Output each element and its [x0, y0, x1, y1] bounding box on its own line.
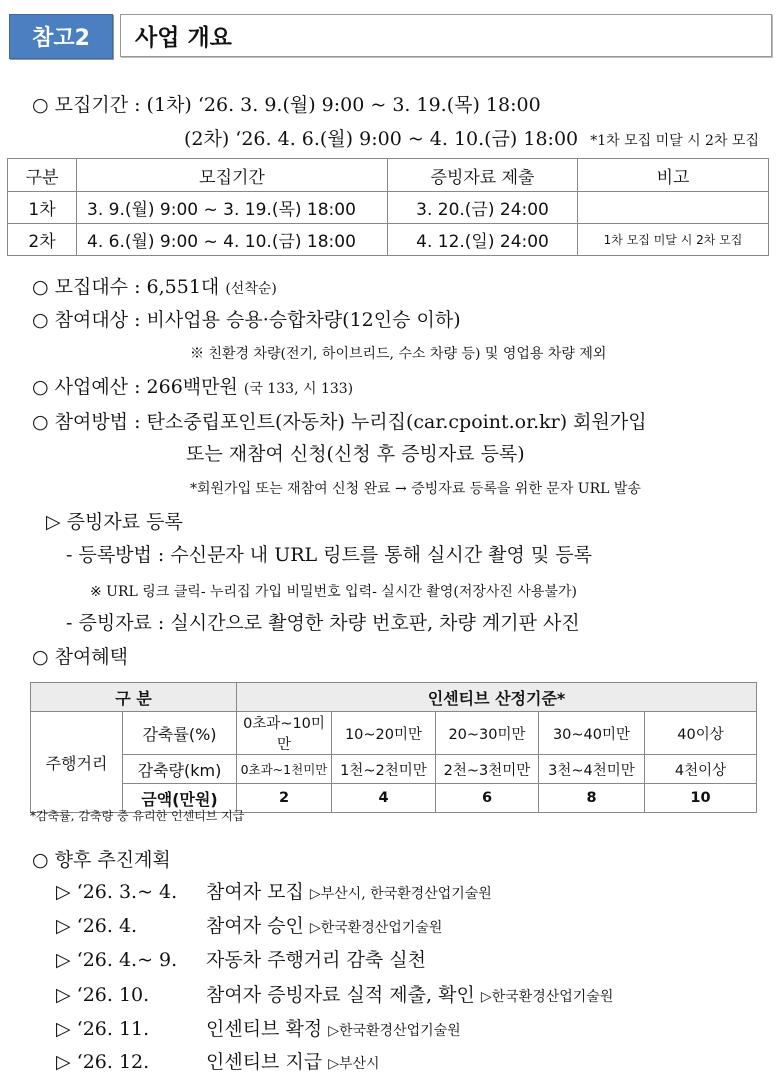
cell: 0초과~1천미만 — [237, 755, 332, 784]
table-header-row — [8, 159, 769, 192]
cell: 2천~3천미만 — [436, 755, 539, 784]
cell: 40이상 — [645, 712, 757, 755]
plan-date: ▷ ‘26. 12. — [56, 1051, 150, 1073]
header-cell: 모집기간 — [77, 159, 388, 192]
cell: 10~20미만 — [332, 712, 436, 755]
method-line1: 탄소중립포인트(자동차) 누리집(car.cpoint.or.kr) 회원가입 — [146, 411, 647, 433]
evidence-material: - 증빙자료 : 실시간으로 촬영한 차량 번호판, 차량 계기판 사진 — [66, 612, 580, 634]
target-value: 비사업용 승용·승합차량(12인승 이하) — [146, 309, 461, 331]
period-second: (2차) ‘26. 4. 6.(월) 9:00 ~ 4. 10.(금) 18:00 — [184, 128, 579, 150]
cell: 8 — [539, 784, 645, 813]
plan-task: 참여자 승인 — [206, 915, 304, 937]
plan-date: ▷ ‘26. 3.~ 4. — [56, 881, 178, 903]
budget-note: (국 133, 시 133) — [243, 381, 354, 397]
method-line2: 또는 재참여 신청(신청 후 증빙자료 등록) — [186, 443, 525, 465]
row-label: 금액(만원) — [123, 784, 237, 813]
plan-item — [56, 1014, 461, 1041]
section-badge: 참고2 — [9, 14, 113, 59]
header-cell: 비고 — [578, 159, 769, 192]
plan-item — [56, 877, 492, 904]
budget-label: ○ 사업예산 : — [32, 376, 141, 398]
header-cell: 증빙자료 제출 — [388, 159, 578, 192]
plan-task: 참여자 증빙자료 실적 제출, 확인 — [206, 984, 475, 1006]
plan-date: ▷ ‘26. 11. — [56, 1018, 150, 1040]
cell: 4. 6.(월) 9:00 ~ 4. 10.(금) 18:00 — [77, 224, 388, 256]
period-first: (1차) ‘26. 3. 9.(월) 9:00 ~ 3. 19.(목) 18:00 — [146, 94, 541, 116]
budget-value: 266백만원 — [146, 376, 238, 398]
plan-label: ○ 향후 추진계획 — [32, 849, 171, 871]
period-line-2 — [184, 124, 759, 151]
cell: 1차 모집 미달 시 2차 모집 — [578, 224, 769, 256]
cell: 0초과~10미만 — [237, 712, 332, 755]
cell: 3. 9.(월) 9:00 ~ 3. 19.(목) 18:00 — [77, 192, 388, 224]
cell: 1천~2천미만 — [332, 755, 436, 784]
cell: 4 — [332, 784, 436, 813]
header-cell: 구분 — [8, 159, 77, 192]
header-cell: 구 분 — [31, 683, 237, 712]
budget-line — [32, 372, 353, 399]
plan-org: ▷한국환경산업기술원 — [309, 920, 443, 936]
cell: 1차 — [8, 192, 77, 224]
evidence-title: ▷ 증빙자료 등록 — [46, 511, 183, 533]
target-line — [32, 305, 461, 332]
table-row — [8, 224, 769, 256]
plan-item — [56, 911, 442, 938]
schedule-table — [7, 158, 769, 256]
plan-task: 참여자 모집 — [206, 881, 304, 903]
cell: 3. 20.(금) 24:00 — [388, 192, 578, 224]
cell: 6 — [436, 784, 539, 813]
header-cell: 인센티브 산정기준* — [237, 683, 757, 712]
cell: 2 — [237, 784, 332, 813]
cell — [578, 192, 769, 224]
cell: 2차 — [8, 224, 77, 256]
plan-date: ▷ ‘26. 4. — [56, 915, 138, 937]
target-label: ○ 참여대상 : — [32, 309, 141, 331]
method-line — [32, 407, 647, 434]
benefit-footnote: *감축률, 감축량 중 유리한 인센티브 지급 — [30, 809, 245, 823]
table-row — [31, 712, 757, 755]
method-note: *회원가입 또는 재참여 신청 완료 → 증빙자료 등록을 위한 문자 URL 발송 — [190, 481, 641, 497]
plan-item — [56, 945, 426, 972]
plan-org: ▷한국환경산업기술원 — [328, 1023, 461, 1039]
table-header-row — [31, 683, 757, 712]
table-row — [8, 192, 769, 224]
cell: 30~40미만 — [539, 712, 645, 755]
method-label: ○ 참여방법 : — [32, 411, 141, 433]
table-row — [31, 755, 757, 784]
evidence-method: - 등록방법 : 수신문자 내 URL 링트를 통해 실시간 촬영 및 등록 — [66, 544, 592, 566]
count-note: (선착순) — [225, 281, 277, 297]
plan-org: ▷한국환경산업기술원 — [480, 989, 614, 1005]
period-label: 모집기간 : — [54, 94, 141, 116]
incentive-table — [30, 682, 757, 813]
plan-item — [56, 980, 613, 1007]
plan-org: ▷부산시, 한국환경산업기술원 — [309, 886, 492, 902]
cell: 10 — [645, 784, 757, 813]
count-value: 6,551대 — [146, 276, 220, 298]
target-note: ※ 친환경 차량(전기, 하이브리드, 수소 차량 등) 및 영업용 차량 제외 — [190, 346, 607, 362]
section-title: 사업 개요 — [120, 14, 772, 57]
benefit-label: ○ 참여혜택 — [32, 646, 129, 668]
plan-task: 자동차 주행거리 감축 실천 — [206, 949, 427, 971]
group-cell: 주행거리 — [31, 712, 123, 813]
plan-date: ▷ ‘26. 4.~ 9. — [56, 949, 178, 971]
plan-date: ▷ ‘26. 10. — [56, 984, 150, 1006]
count-label: ○ 모집대수 : — [32, 276, 141, 298]
cell: 4천이상 — [645, 755, 757, 784]
cell: 20~30미만 — [436, 712, 539, 755]
evidence-method-note: ※ URL 링크 클릭- 누리집 가입 비밀번호 입력- 실시간 촬영(저장사진 사용불가) — [90, 584, 577, 600]
plan-item — [56, 1047, 380, 1074]
cell: 4. 12.(일) 24:00 — [388, 224, 578, 256]
plan-task: 인센티브 확정 — [206, 1018, 323, 1040]
period-second-note: *1차 모집 미달 시 2차 모집 — [590, 133, 759, 149]
plan-task: 인센티브 지급 — [206, 1051, 323, 1073]
cell: 3천~4천미만 — [539, 755, 645, 784]
count-line — [32, 272, 277, 299]
row-label: 감축량(km) — [123, 755, 237, 784]
row-label: 감축률(%) — [123, 712, 237, 755]
plan-org: ▷부산시 — [328, 1056, 380, 1072]
period-line-1 — [32, 90, 541, 117]
bullet: ○ — [32, 94, 49, 116]
